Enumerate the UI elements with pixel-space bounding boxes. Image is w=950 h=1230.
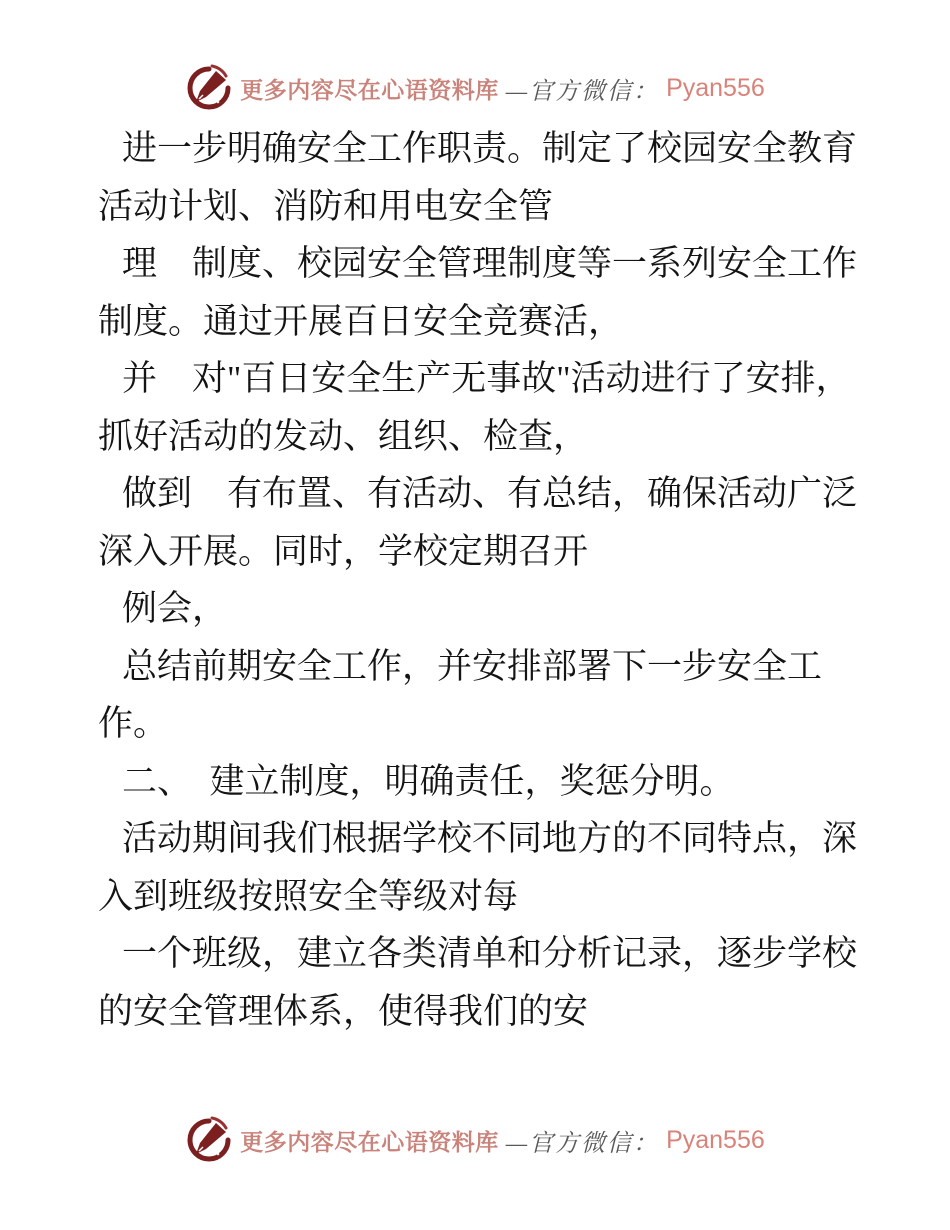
brand-text: 更多内容尽在心语资料库	[240, 77, 499, 103]
wechat-label: —官方微信：	[505, 1130, 660, 1157]
header-watermark	[0, 64, 950, 112]
wechat-id: Pyan556	[666, 1125, 765, 1154]
text-line: 二、 建立制度，明确责任，奖惩分明。	[122, 761, 735, 801]
text-line: 制度。通过开展百日安全竞赛活，	[98, 301, 624, 341]
text-line: 活动计划、消防和用电安全管	[98, 186, 554, 226]
text-line: 并 对"百日安全生产无事故"活动进行了安排，	[122, 359, 851, 398]
pen-circle-logo-icon	[185, 64, 233, 112]
text-line: 总结前期安全工作，并安排部署下一步安全工	[122, 646, 823, 686]
text-line: 例会，	[122, 589, 228, 628]
text-line: 抓好活动的发动、组织、检查，	[98, 416, 589, 456]
wechat-id: Pyan556	[666, 73, 765, 102]
text-line: 进一步明确安全工作职责。制定了校园安全教育	[122, 129, 858, 168]
pen-circle-logo-icon	[185, 1116, 233, 1164]
brand-text: 更多内容尽在心语资料库	[240, 1129, 499, 1155]
text-line: 深入开展。同时，学校定期召开	[98, 531, 589, 571]
text-line: 的安全管理体系，使得我们的安	[98, 991, 589, 1031]
footer-watermark	[0, 1116, 950, 1164]
text-line: 活动期间我们根据学校不同地方的不同特点，深	[122, 819, 858, 858]
text-line: 作。	[98, 704, 169, 743]
text-line: 做到 有布置、有活动、有总结，确保活动广泛	[122, 474, 858, 513]
document-body	[98, 120, 873, 1040]
text-line: 入到班级按照安全等级对每	[98, 876, 519, 916]
wechat-label: —官方微信：	[505, 78, 660, 105]
text-line: 一个班级，建立各类清单和分析记录，逐步学校	[122, 934, 858, 973]
text-line: 理 制度、校园安全管理制度等一系列安全工作	[122, 244, 858, 283]
